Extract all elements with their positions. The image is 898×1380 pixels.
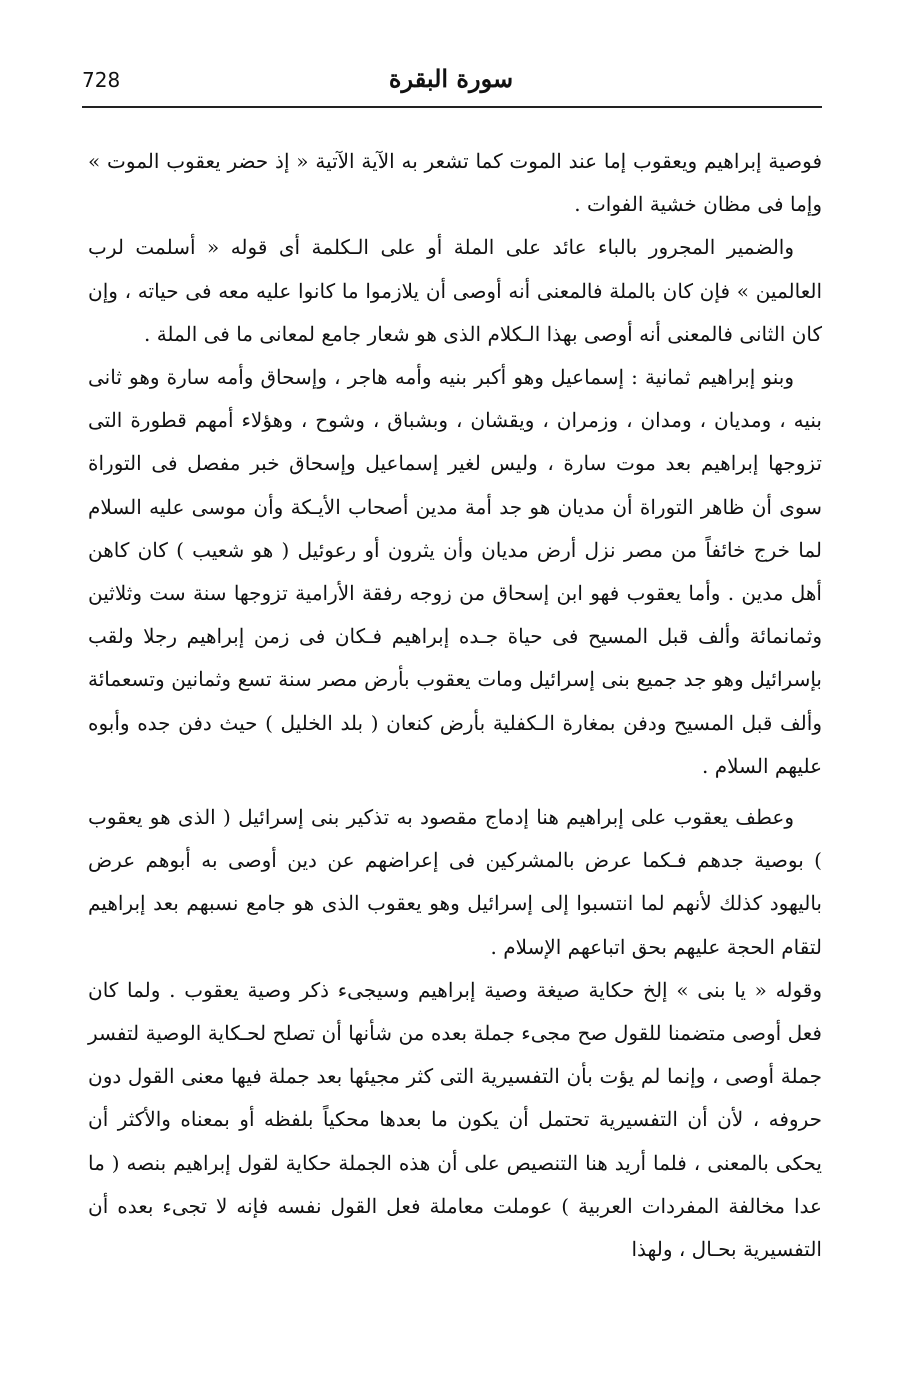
- header-rule: [82, 106, 822, 108]
- running-title: سورة البقرة: [388, 64, 514, 93]
- paragraph-1: فوصية إبراهيم ويعقوب إما عند الموت كما تشعر به الآية الآتية « إذ حضر يعقوب الموت » وإما فى مظان خشية الفوات .: [88, 149, 822, 217]
- page-header: [82, 64, 820, 98]
- paragraph-2: والضمير المجرور بالباء عائد على الملة أو على الـكلمة أى قوله « أسلمت لرب العالمين » فإن كان بالملة فالمعنى أنه أوصى أن يلازموا ما كانوا عليه معه فى حياته ، وإن كان الثانى فالمعنى أنه أوصى بهذا الـكلام الذى هو شعار جامع لمعانى ما فى الملة .: [88, 235, 822, 346]
- page-number: 728: [82, 68, 121, 92]
- paragraph-4: وعطف يعقوب على إبراهيم هنا إدماج مقصود به تذكير بنى إسرائيل ( الذى هو يعقوب ) بوصية جدهم فـكما عرض بالمشركين فى إعراضهم عن دين أوصى به أبوهم عرض باليهود كذلك لأنهم لما انتسبوا إلى إسرائيل وهو يعقوب الذى هو جامع نسبهم بعد إبراهيم لتقام الحجة عليهم بحق اتباعهم الإسلام .: [88, 805, 822, 959]
- paragraph-5: وقوله « يا بنى » إلخ حكاية صيغة وصية إبراهيم وسيجىء ذكر وصية يعقوب . ولما كان فعل أوصى متضمنا للقول صح مجىء جملة بعده من شأنها أن تصلح لحـكاية الوصية لتفسر جملة أوصى ، وإنما لم يؤت بأن التفسيرية التى كثر مجيئها بعد جملة فيها معنى القول دون حروفه ، لأن أن التفسيرية تحتمل أن يكون ما بعدها محكياً بلفظه أو بمعناه والأكثر أن يحكى بالمعنى ، فلما أريد هنا التنصيص على أن هذه الجملة حكاية لقول إبراهيم بنصه ( ما عدا مخالفة المفردات العربية ) عوملت معاملة فعل القول نفسه فإنه لا تجىء بعده أن التفسيرية بحـال ، ولهذا: [88, 977, 822, 1262]
- body-text: [88, 140, 822, 1271]
- paragraph-3: وبنو إبراهيم ثمانية : إسماعيل وهو أكبر بنيه وأمه هاجر ، وإسحاق وأمه سارة وهو ثانى بنيه ، ومديان ، ومدان ، وزمران ، ويقشان ، وبشباق ، وشوح ، وهؤلاء أمهم قطورة التى تزوجها إبراهيم بعد موت سارة ، وليس لغير إسماعيل وإسحاق خبر مفصل فى التوراة سوى أن ظاهر التوراة أن مديان هو جد أمة مدين أصحاب الأيـكة وأن موسى عليه السلام لما خرج خائفاً من مصر نزل أرض مديان وأن يثرون أو رعوئيل ( هو شعيب ) كان كاهن أهل مدين . وأما يعقوب فهو ابن إسحاق من زوجه رفقة الأرامية تزوجها سنة ست وثلاثين وثمانمائة وألف قبل المسيح فى حياة جـده إبراهيم فـكان فى زمن إبراهيم رجلا ولقب بإسرائيل وهو جد جميع بنى إسرائيل ومات يعقوب بأرض مصر سنة تسع وثمانين وتسعمائة وألف قبل المسيح ودفن بمغارة الـكفلية بأرض كنعان ( بلد الخليل ) حيث دفن جده وأبوه عليهم السلام .: [88, 365, 822, 778]
